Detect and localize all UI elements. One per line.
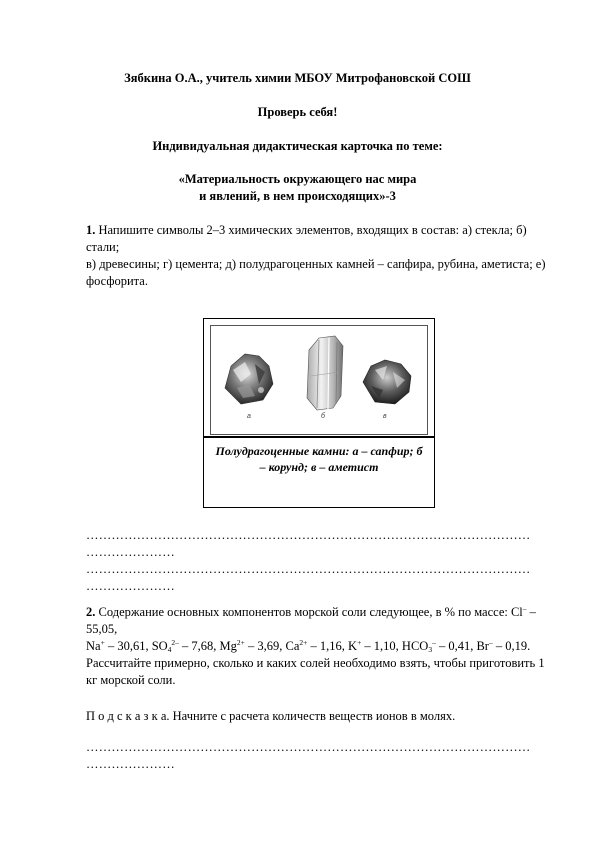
label-b: б xyxy=(321,413,325,420)
task-2-number: 2. xyxy=(86,605,96,619)
br-charge: – xyxy=(488,638,493,647)
author-line: Зябкина О.А., учитель химии МБОУ Митрофановской СОШ xyxy=(124,71,471,85)
task-1-number: 1. xyxy=(86,223,96,237)
mg-value: – 3,69, Ca xyxy=(244,639,300,653)
check-yourself-heading: Проверь себя! xyxy=(257,105,338,119)
mg-charge: 2+ xyxy=(236,638,245,647)
cl-charge: – xyxy=(522,604,527,613)
label-c: в xyxy=(383,413,387,420)
na-charge: + xyxy=(100,638,105,647)
label-a: а xyxy=(247,413,251,420)
sapphire-stone xyxy=(225,354,273,404)
so4-value: – 7,68, Mg xyxy=(178,639,237,653)
na-symbol: Na xyxy=(86,639,101,653)
hco3-value: – 0,41, Br xyxy=(435,639,489,653)
task-2-intro: Содержание основных компонентов морской соли следующее, в % по массе: Cl xyxy=(95,605,523,619)
na-value: – 30,61, SO xyxy=(104,639,168,653)
figure-caption: Полудрагоценные камни: а – сапфир; б – корунд; в – аметист xyxy=(215,444,423,474)
ca-charge: 2+ xyxy=(299,638,308,647)
answer-line-6: ………………… xyxy=(86,757,175,771)
k-value: – 1,10, HCO xyxy=(361,639,429,653)
topic-line-2: и явлений, в нем происходящих»-3 xyxy=(199,189,396,203)
hco3-sub: 3 xyxy=(428,645,433,654)
answer-line-4: ………………… xyxy=(86,579,175,593)
task-1-line-2: в) древесины; г) цемента; д) полудрагоценных камней – сапфира, рубина, аметиста; е) фосфорита. xyxy=(86,257,546,288)
answer-line-1: …………………………………………………………………………………………… xyxy=(86,528,531,542)
so4-charge: 2– xyxy=(171,638,179,647)
answer-line-5: …………………………………………………………………………………………… xyxy=(86,740,531,754)
hint xyxy=(86,708,556,725)
figure-card xyxy=(203,318,435,508)
topic-line-1: «Материальность окружающего нас мира xyxy=(178,172,417,186)
hint-label: П о д с к а з к а xyxy=(86,709,167,723)
amethyst-stone xyxy=(363,360,411,404)
k-charge: + xyxy=(357,638,362,647)
card-title: Индивидуальная дидактическая карточка по теме: xyxy=(152,139,443,153)
corundum-stone xyxy=(307,336,343,410)
task-2 xyxy=(86,604,556,689)
answer-line-3: …………………………………………………………………………………………… xyxy=(86,562,531,576)
answer-line-2: ………………… xyxy=(86,545,175,559)
cl-value: – 55,05, xyxy=(86,605,536,636)
gemstones-illustration xyxy=(211,326,428,435)
br-value: – 0,19. Рассчитайте примерно, сколько и каких солей необходимо взять, чтобы приготовить 1 кг морской соли. xyxy=(86,639,545,687)
so4-sub: 4 xyxy=(167,645,172,654)
figure-divider xyxy=(204,436,434,438)
gemstones-photo xyxy=(210,325,428,435)
hint-text: . Начните с расчета количеств веществ ионов в молях. xyxy=(166,709,456,723)
task-1 xyxy=(86,222,556,290)
task-1-line-1: Напишите символы 2–3 химических элементов, входящих в состав: а) стекла; б) стали; xyxy=(86,223,527,254)
hco3-charge: – xyxy=(432,638,436,647)
ca-value: – 1,16, K xyxy=(307,639,358,653)
